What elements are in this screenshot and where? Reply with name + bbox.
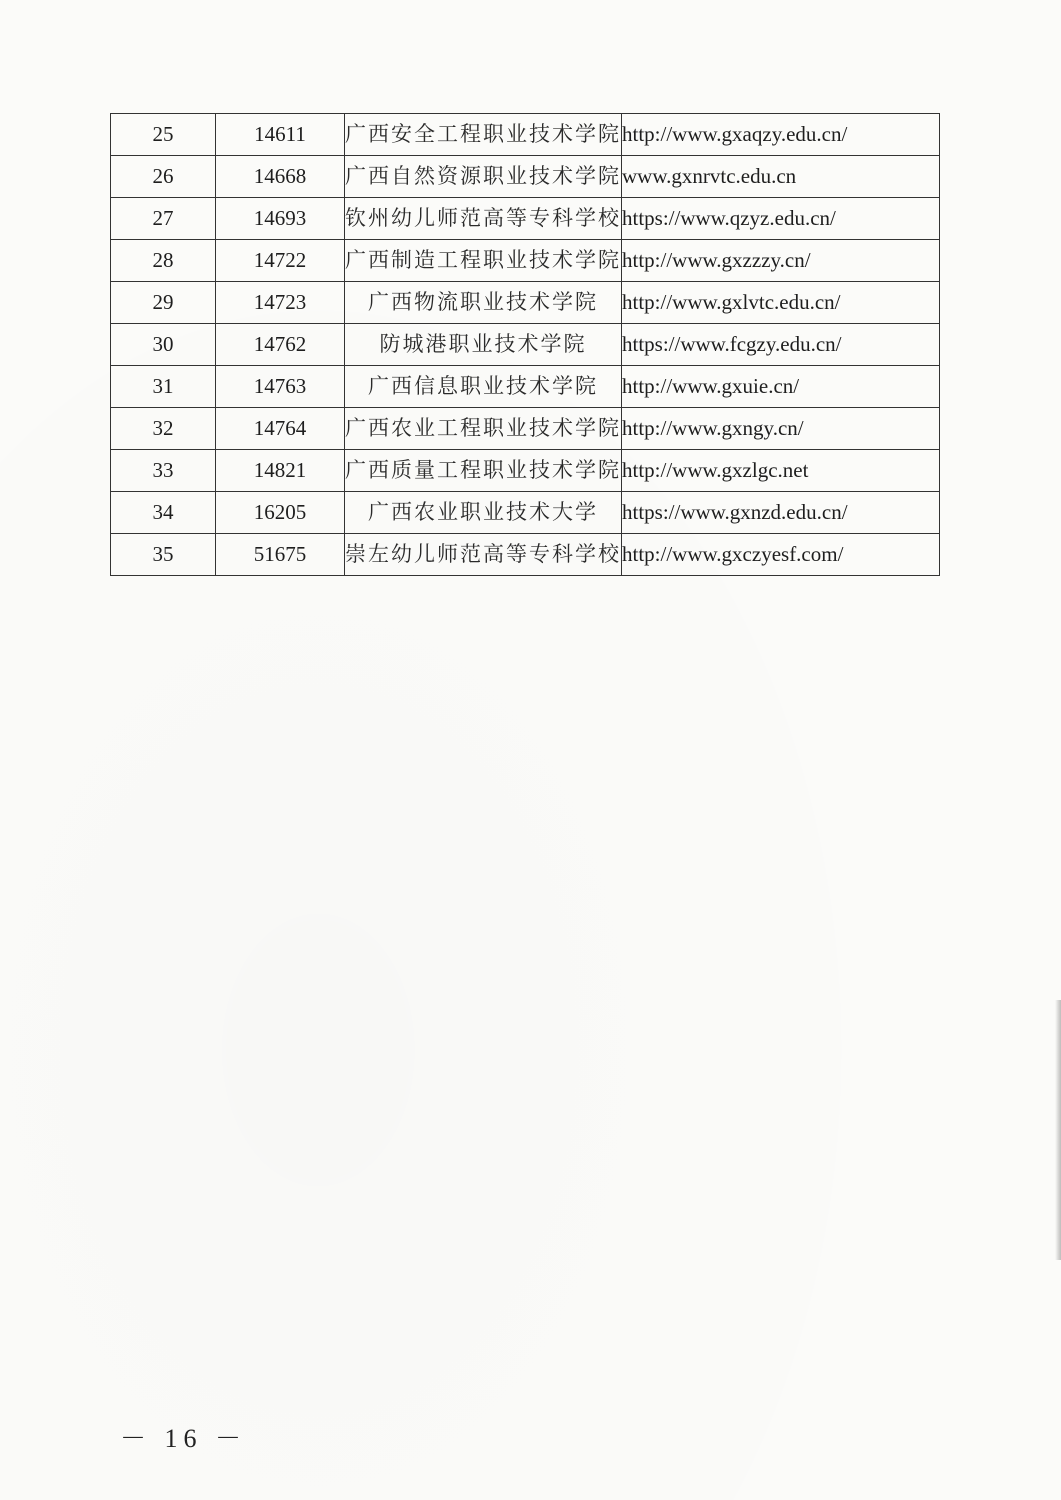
school-name-cell: 广西农业职业技术大学 — [345, 492, 622, 534]
school-code-cell: 14821 — [216, 450, 345, 492]
table-row — [111, 534, 940, 576]
seq-cell: 28 — [111, 240, 216, 282]
school-name-cell: 广西安全工程职业技术学院 — [345, 114, 622, 156]
website-url-cell: http://www.gxzlgc.net — [622, 450, 940, 492]
seq-cell: 31 — [111, 366, 216, 408]
website-url-cell: https://www.fcgzy.edu.cn/ — [622, 324, 940, 366]
table-row — [111, 366, 940, 408]
seq-cell: 25 — [111, 114, 216, 156]
website-url-cell: http://www.gxngy.cn/ — [622, 408, 940, 450]
school-code-cell: 14764 — [216, 408, 345, 450]
school-code-cell: 16205 — [216, 492, 345, 534]
schools-table-body — [111, 114, 940, 576]
table-row — [111, 324, 940, 366]
website-url-cell: https://www.qzyz.edu.cn/ — [622, 198, 940, 240]
table-row — [111, 240, 940, 282]
website-url-cell: http://www.gxlvtc.edu.cn/ — [622, 282, 940, 324]
table-row — [111, 282, 940, 324]
seq-cell: 26 — [111, 156, 216, 198]
website-url-cell: http://www.gxuie.cn/ — [622, 366, 940, 408]
seq-cell: 34 — [111, 492, 216, 534]
website-url-cell: https://www.gxnzd.edu.cn/ — [622, 492, 940, 534]
website-url-cell: http://www.gxzzzy.cn/ — [622, 240, 940, 282]
scan-edge-shadow — [1055, 1000, 1061, 1260]
school-name-cell: 广西农业工程职业技术学院 — [345, 408, 622, 450]
seq-cell: 33 — [111, 450, 216, 492]
table-row — [111, 198, 940, 240]
seq-cell: 32 — [111, 408, 216, 450]
seq-cell: 27 — [111, 198, 216, 240]
school-code-cell: 14693 — [216, 198, 345, 240]
seq-cell: 35 — [111, 534, 216, 576]
school-code-cell: 14763 — [216, 366, 345, 408]
table-row — [111, 492, 940, 534]
school-name-cell: 崇左幼儿师范高等专科学校 — [345, 534, 622, 576]
school-name-cell: 广西信息职业技术学院 — [345, 366, 622, 408]
table-row — [111, 450, 940, 492]
website-url-cell: http://www.gxaqzy.edu.cn/ — [622, 114, 940, 156]
school-code-cell: 14611 — [216, 114, 345, 156]
school-code-cell: 14668 — [216, 156, 345, 198]
school-name-cell: 广西自然资源职业技术学院 — [345, 156, 622, 198]
website-url-cell: http://www.gxczyesf.com/ — [622, 534, 940, 576]
school-name-cell: 广西质量工程职业技术学院 — [345, 450, 622, 492]
website-url-cell: www.gxnrvtc.edu.cn — [622, 156, 940, 198]
school-name-cell: 广西物流职业技术学院 — [345, 282, 622, 324]
school-name-cell: 钦州幼儿师范高等专科学校 — [345, 198, 622, 240]
school-code-cell: 14762 — [216, 324, 345, 366]
schools-table — [110, 113, 940, 576]
page-number: － 16 － — [120, 1424, 248, 1453]
seq-cell: 30 — [111, 324, 216, 366]
school-name-cell: 防城港职业技术学院 — [345, 324, 622, 366]
school-code-cell: 14722 — [216, 240, 345, 282]
table-row — [111, 156, 940, 198]
table-row — [111, 408, 940, 450]
school-code-cell: 51675 — [216, 534, 345, 576]
school-name-cell: 广西制造工程职业技术学院 — [345, 240, 622, 282]
seq-cell: 29 — [111, 282, 216, 324]
table-row — [111, 114, 940, 156]
school-code-cell: 14723 — [216, 282, 345, 324]
